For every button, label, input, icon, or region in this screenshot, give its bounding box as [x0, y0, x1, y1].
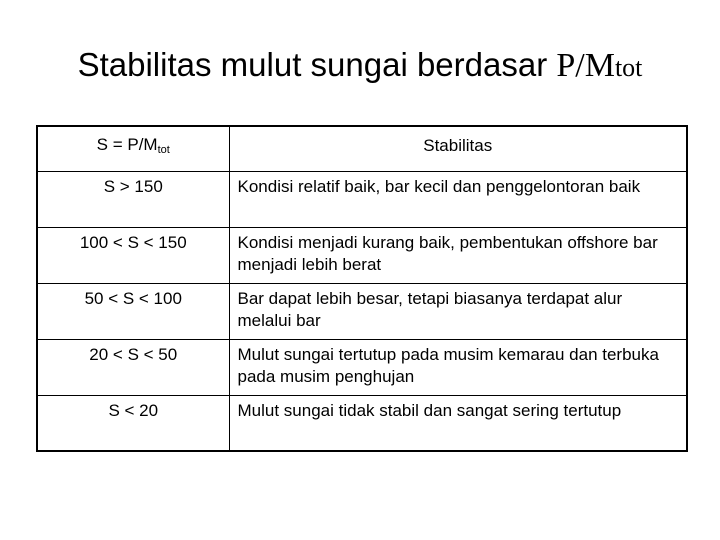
- description-cell: Kondisi relatif baik, bar kecil dan penggelontoran baik: [229, 171, 687, 227]
- table-row: [37, 339, 687, 395]
- title-text: Stabilitas mulut sungai berdasar: [77, 46, 557, 83]
- header-ratio-subscript: tot: [157, 144, 170, 156]
- range-cell: S < 20: [37, 395, 229, 451]
- stability-table: [36, 125, 688, 452]
- title-formula-subscript: tot: [614, 53, 643, 82]
- table-row: [37, 395, 687, 451]
- table-row: [37, 171, 687, 227]
- description-cell: Mulut sungai tertutup pada musim kemarau dan terbuka pada musim penghujan: [229, 339, 687, 395]
- table-row: [37, 283, 687, 339]
- description-cell: Mulut sungai tidak stabil dan sangat sering tertutup: [229, 395, 687, 451]
- header-ratio-label: S = P/M: [96, 135, 158, 154]
- range-cell: 50 < S < 100: [37, 283, 229, 339]
- table-header-row: [37, 126, 687, 171]
- page-title: [0, 46, 720, 85]
- description-cell: Kondisi menjadi kurang baik, pembentukan offshore bar menjadi lebih berat: [229, 227, 687, 283]
- range-cell: S > 150: [37, 171, 229, 227]
- header-cell-stability: Stabilitas: [229, 126, 687, 171]
- description-cell: Bar dapat lebih besar, tetapi biasanya terdapat alur melalui bar: [229, 283, 687, 339]
- range-cell: 100 < S < 150: [37, 227, 229, 283]
- range-cell: 20 < S < 50: [37, 339, 229, 395]
- table-row: [37, 227, 687, 283]
- header-cell-ratio: [37, 126, 229, 171]
- title-formula: P/M: [556, 47, 615, 84]
